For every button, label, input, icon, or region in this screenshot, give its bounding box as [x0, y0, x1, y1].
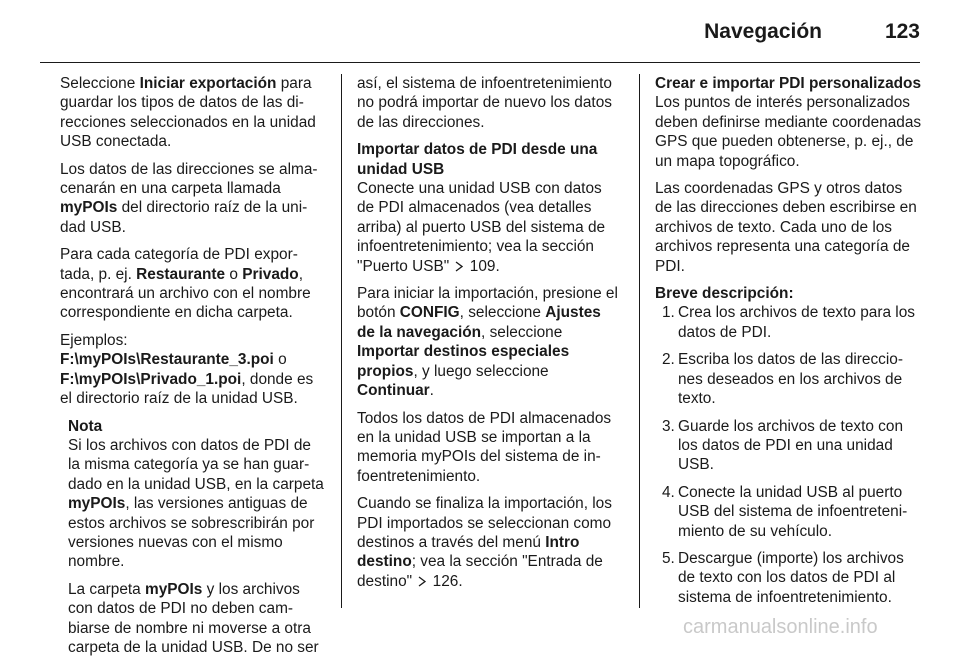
paragraph: Conecte una unidad USB con datos de PDI almacenados (vea detalles arriba) al puerto USB del sistema de infoentretenimiento; vea la sección "Puerto USB" 109. [357, 180, 606, 275]
category-name: Restaurante [136, 265, 226, 283]
step-text: Guarde los archivos de texto con los datos de PDI en una unidad USB. [678, 417, 903, 474]
file-path: F:\myPOIs\Restaurante_3.poi [60, 351, 274, 369]
folder-name: myPOIs [145, 580, 203, 598]
note-box [68, 417, 324, 658]
section-heading: Crear e importar PDI personalizados [655, 75, 921, 92]
page-number: 123 [884, 20, 920, 43]
paragraph: Seleccione Iniciar exportación para guardar los tipos de datos de las direcciones seleccionados en la unidad USB conectada. [60, 75, 316, 151]
paragraph: Para iniciar la importación, presione el botón CONFIG, seleccione Ajustes de la navegación, seleccione Importar destinos especiales propios, y luego seleccione Continuar. [357, 285, 618, 400]
column-3 [655, 74, 922, 615]
paragraph: Los datos de las direcciones se almacenarán en una carpeta llamada myPOIs del directorio raíz de la unidad USB. [60, 160, 318, 236]
menu-item-ref: Ajustes de la navegación [357, 304, 601, 341]
file-path: F:\myPOIs\Privado_1.poi [60, 370, 242, 388]
step-text: Descargue (importe) los archivos de texto con los datos de PDI al sistema de infoentretenimiento. [678, 549, 904, 606]
paragraph: Los puntos de interés personalizados deben definirse mediante coordenadas GPS que pueden obtenerse, p. ej., de un mapa topográfico. [655, 94, 922, 170]
folder-name: myPOIs [68, 495, 126, 513]
note-title: Nota [68, 417, 103, 435]
page-ref-arrow-icon [418, 575, 426, 586]
step-number: 3. [662, 417, 675, 435]
list-item [655, 483, 922, 541]
step-text: Escriba los datos de las direcciones deseados en los archivos de texto. [678, 351, 903, 408]
section-heading: Importar datos de PDI desde una unidad USB [357, 141, 598, 178]
menu-item-ref: Intro destino [357, 533, 580, 571]
paragraph: Para cada categoría de PDI exportada, p. ej. Restaurante o Privado, encontrará un archivo con el nombre correspondiente en dicha carpeta. [60, 246, 311, 322]
paragraph: Ejemplos: F:\myPOIs\Restaurante_3.poi o F:\myPOIs\Privado_1.poi, donde es el directorio raíz de la unidad USB. [60, 331, 314, 408]
paragraph: Cuando se finaliza la importación, los PDI importados se seleccionan como destinos a través del menú Intro destino; vea la sección "Entrada de destino" 126. [357, 495, 612, 590]
column-divider-2 [639, 74, 640, 608]
column-1 [60, 74, 324, 665]
menu-item-ref: Continuar [357, 382, 430, 400]
column-divider-1 [341, 74, 342, 608]
watermark: carmanualsonline.info [683, 616, 878, 638]
section-title: Navegación [704, 20, 822, 43]
folder-name: myPOIs [60, 199, 118, 217]
steps-list [655, 303, 922, 607]
steps-title: Breve descripción: [655, 285, 794, 303]
category-name: Privado [242, 265, 299, 283]
paragraph: así, el sistema de infoentretenimiento no podrá importar de nuevo los datos de las direcciones. [357, 75, 612, 131]
paragraph: La carpeta myPOIs y los archivos con datos de PDI no deben cambiarse de nombre ni moverse a otra carpeta de la unidad USB. De no ser [68, 580, 319, 656]
step-text: Crea los archivos de texto para los datos de PDI. [678, 304, 915, 341]
step-number: 2. [662, 351, 675, 369]
step-number: 4. [662, 483, 675, 501]
page-ref-arrow-icon [455, 260, 463, 271]
paragraph: Las coordenadas GPS y otros datos de las direcciones deben escribirse en archivos de texto. Cada uno de los archivos representa una categoría de PDI. [655, 180, 917, 275]
menu-item-ref: Importar destinos especiales propios [357, 343, 570, 380]
list-item [655, 350, 922, 408]
column-2 [357, 74, 623, 599]
list-item [655, 417, 922, 475]
list-item [655, 303, 922, 342]
button-ref: CONFIG [399, 304, 460, 322]
menu-item-ref: Iniciar exportación [139, 75, 277, 92]
step-text: Conecte la unidad USB al puerto USB del sistema de infoentretenimiento de su vehículo. [678, 483, 908, 540]
paragraph: Todos los datos de PDI almacenados en la unidad USB se importan a la memoria myPOIs del sistema de infoentretenimiento. [357, 409, 612, 485]
step-number: 1. [662, 304, 675, 322]
header-rule [40, 62, 920, 63]
step-number: 5. [662, 549, 675, 567]
paragraph: Si los archivos con datos de PDI de la misma categoría ya se han guardado en la unidad USB, en la carpeta myPOIs, las versiones antiguas de estos archivos se sobrescribirán por versiones nuevas con el mismo nombre. [68, 436, 324, 571]
list-item [655, 549, 922, 607]
page-header [0, 0, 960, 62]
